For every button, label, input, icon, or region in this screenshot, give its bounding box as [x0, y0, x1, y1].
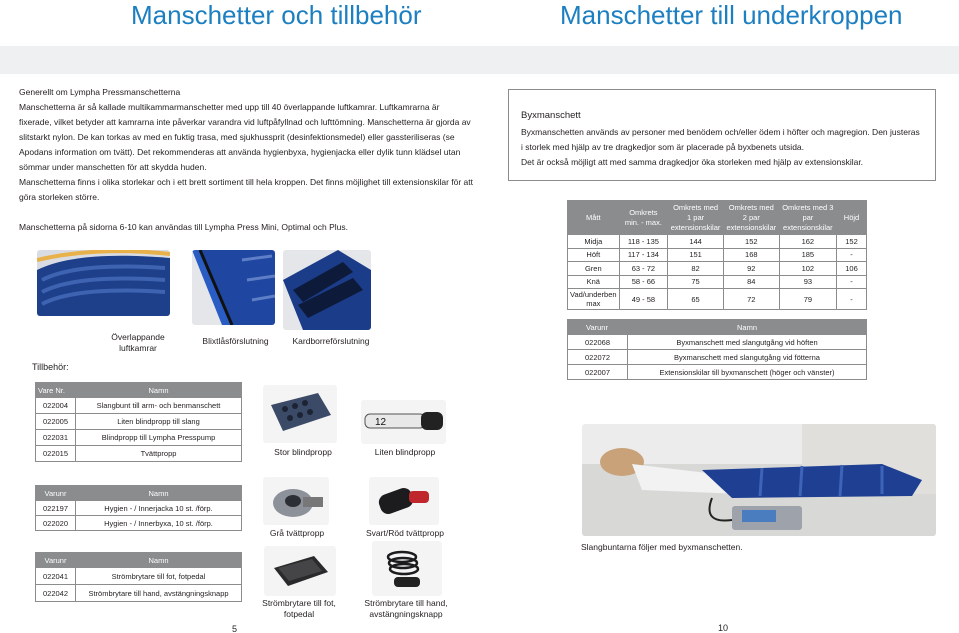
table-cell: 118 - 135 — [619, 235, 668, 249]
hand-switch-photo — [372, 541, 442, 596]
table-cell: 022197 — [36, 501, 76, 516]
header-cell: Omkrets med 3 par extensionskilar — [779, 201, 836, 235]
page-number-left: 5 — [232, 624, 238, 633]
table-cell: 72 — [723, 289, 779, 310]
table-row — [568, 335, 867, 350]
table-row — [568, 365, 867, 380]
table-cell: Byxmanschett med slangutgång vid fötterna — [628, 350, 867, 365]
table-row — [568, 248, 867, 262]
table-row — [36, 430, 242, 446]
table-cell: Strömbrytare till fot, fotpedal — [76, 568, 242, 585]
table-cell: Blindpropp till Lympha Presspump — [76, 430, 242, 446]
page-number-right: 10 — [718, 623, 729, 633]
table-cell: 022015 — [36, 446, 76, 462]
header-cell: Varunr — [568, 320, 628, 335]
page-title-right: Manschetter till underkroppen — [560, 0, 903, 30]
table-header — [36, 383, 242, 398]
table-cell: Hygien - / Innerjacka 10 st. /förp. — [76, 501, 242, 516]
switch-table — [35, 552, 242, 602]
table-row — [568, 262, 867, 276]
grey-wash-plug-caption: Grå tvättpropp — [269, 528, 325, 538]
tube-note-caption: Slangbuntarna följer med byxmanschetten. — [581, 542, 743, 552]
hygiene-table — [35, 485, 242, 531]
header-band — [0, 46, 959, 74]
table-cell: 168 — [723, 248, 779, 262]
overlapping-chambers-photo — [37, 250, 170, 316]
black-red-wash-plug-photo — [369, 477, 439, 525]
overlapping-chambers-caption: Överlappande luftkamrar — [111, 332, 165, 353]
table-cell: Liten blindpropp till slang — [76, 414, 242, 430]
grey-wash-plug-photo — [263, 477, 329, 525]
table-row — [568, 350, 867, 365]
intro-heading: Generellt om Lympha Pressmanschetterna — [19, 87, 181, 97]
table-cell: 79 — [779, 289, 836, 310]
small-plug-photo — [361, 400, 446, 444]
header-cell: Varunr — [36, 553, 76, 568]
table-cell: - — [837, 275, 867, 289]
zipper-caption: Blixtlåsförslutning — [202, 336, 269, 346]
table-header — [36, 486, 242, 501]
intro-text — [19, 85, 474, 235]
table-cell: 152 — [837, 235, 867, 249]
foot-switch-caption: Strömbrytare till fot, fotpedal — [262, 598, 336, 619]
size-table — [567, 200, 867, 310]
header-cell: Omkrets med 2 par extensionskilar — [723, 201, 779, 235]
table-cell: Hygien - / Innerbyxa, 10 st. /förp. — [76, 516, 242, 531]
table-cell: 185 — [779, 248, 836, 262]
header-cell: Omkrets med 1 par extensionskilar — [668, 201, 724, 235]
table-cell: 93 — [779, 275, 836, 289]
velcro-caption: Kardborreförslutning — [292, 336, 370, 346]
table-cell: Gren — [568, 262, 620, 276]
intro-paragraph-1: Manschetterna är så kallade multikammarmanschetter med upp till 40 överlappande luftkamrar. Luftkamrarna är fixerade, vilket betyder att kamrarna inte påverkar varandra vid luftpåfyllnad och lufttömning. Manschetterna är gjorda av slitstarkt nylon. De kan torkas av med en fuktig trasa, med sjukhussprit (desinfektionsmedel) eller gassteriliseras (se Apodans information om tvätt). Det rekommenderas att använda hygienbyxa, hygienjacka eller dylik tunn klädsel utan sömmar under manschetten för att skydda huden. — [19, 102, 471, 172]
byxmanschett-box — [508, 89, 936, 181]
table-cell: 022031 — [36, 430, 76, 446]
table-cell: 022041 — [36, 568, 76, 585]
header-cell: Mått — [568, 201, 620, 235]
table-cell: Strömbrytare till hand, avstängningsknapp — [76, 585, 242, 602]
table-cell: Knä — [568, 275, 620, 289]
table-cell: 106 — [837, 262, 867, 276]
table-cell: 152 — [723, 235, 779, 249]
table-cell: 022072 — [568, 350, 628, 365]
table-header — [36, 553, 242, 568]
table-row — [36, 501, 242, 516]
accessory-table — [35, 382, 242, 462]
table-cell: Vad/underben max — [568, 289, 620, 310]
velcro-closure-photo — [283, 250, 371, 330]
table-cell: 022007 — [568, 365, 628, 380]
table-cell: 92 — [723, 262, 779, 276]
parts-table — [567, 319, 867, 380]
header-cell: Vare Nr. — [36, 383, 76, 398]
header-cell: Höjd — [837, 201, 867, 235]
accessories-label: Tillbehör: — [32, 362, 69, 372]
table-cell: 022004 — [36, 398, 76, 414]
black-red-wash-plug-caption: Svart/Röd tvättpropp — [366, 528, 444, 538]
table-row — [36, 398, 242, 414]
byx-line-2: Det är också möjligt att med samma dragkedjor öka storleken med hjälp av extensionskilar. — [521, 157, 864, 167]
header-cell: Varunr — [36, 486, 76, 501]
table-cell: 022068 — [568, 335, 628, 350]
hand-switch-caption: Strömbrytare till hand, avstängningsknapp — [364, 598, 448, 619]
intro-paragraph-2: Manschetterna finns i olika storlekar och i ett brett sortiment till hela kroppen. Det finns möjlighet till extensionskilar för att göra storleken större. — [19, 177, 474, 202]
table-cell: 75 — [668, 275, 724, 289]
table-cell: Byxmanschett med slangutgång vid höften — [628, 335, 867, 350]
table-cell: Slangbunt till arm- och benmanschett — [76, 398, 242, 414]
table-cell: 022005 — [36, 414, 76, 430]
table-cell: Tvättpropp — [76, 446, 242, 462]
table-row — [568, 235, 867, 249]
intro-note: Manschetterna på sidorna 6-10 kan användas till Lympha Press Mini, Optimal och Plus. — [19, 222, 348, 232]
table-cell: 151 — [668, 248, 724, 262]
small-plug-caption: Liten blindpropp — [374, 447, 436, 457]
table-cell: 022020 — [36, 516, 76, 531]
table-cell: Höft — [568, 248, 620, 262]
svg-text:12: 12 — [375, 417, 387, 428]
table-row — [568, 289, 867, 310]
table-cell: 84 — [723, 275, 779, 289]
table-cell: Midja — [568, 235, 620, 249]
header-cell: Omkrets min. - max. — [619, 201, 668, 235]
table-cell: 65 — [668, 289, 724, 310]
byx-line-1: Byxmanschetten används av personer med benödem och/eller ödem i höfter och magregion. Den justeras i storlek med hjälp av tre dragkedjor som är placerade på byxbenets utsida. — [521, 127, 920, 152]
table-row — [36, 414, 242, 430]
large-plug-caption: Stor blindpropp — [274, 447, 332, 457]
table-cell: 144 — [668, 235, 724, 249]
byx-heading: Byxmanschett — [521, 110, 581, 121]
table-row — [568, 275, 867, 289]
table-cell: Extensionskilar till byxmanschett (höger och vänster) — [628, 365, 867, 380]
table-cell: 162 — [779, 235, 836, 249]
table-row — [36, 568, 242, 585]
table-row — [36, 516, 242, 531]
table-header — [568, 320, 867, 335]
page-title-left: Manschetter och tillbehör — [131, 0, 422, 30]
table-cell: 49 - 58 — [619, 289, 668, 310]
table-row — [36, 585, 242, 602]
table-cell: 022042 — [36, 585, 76, 602]
header-cell: Namn — [76, 383, 242, 398]
table-cell: 102 — [779, 262, 836, 276]
header-cell: Namn — [76, 553, 242, 568]
table-cell: 58 - 66 — [619, 275, 668, 289]
table-row — [36, 446, 242, 462]
table-cell: 117 - 134 — [619, 248, 668, 262]
table-cell: - — [837, 289, 867, 310]
size-table-header — [568, 201, 867, 235]
large-plug-photo — [263, 385, 337, 443]
table-cell: 82 — [668, 262, 724, 276]
table-cell: 63 - 72 — [619, 262, 668, 276]
header-cell: Namn — [76, 486, 242, 501]
foot-switch-photo — [264, 546, 336, 596]
zipper-closure-photo — [192, 250, 275, 325]
table-cell: - — [837, 248, 867, 262]
header-cell: Namn — [628, 320, 867, 335]
trouser-cuff-photo — [582, 424, 936, 536]
